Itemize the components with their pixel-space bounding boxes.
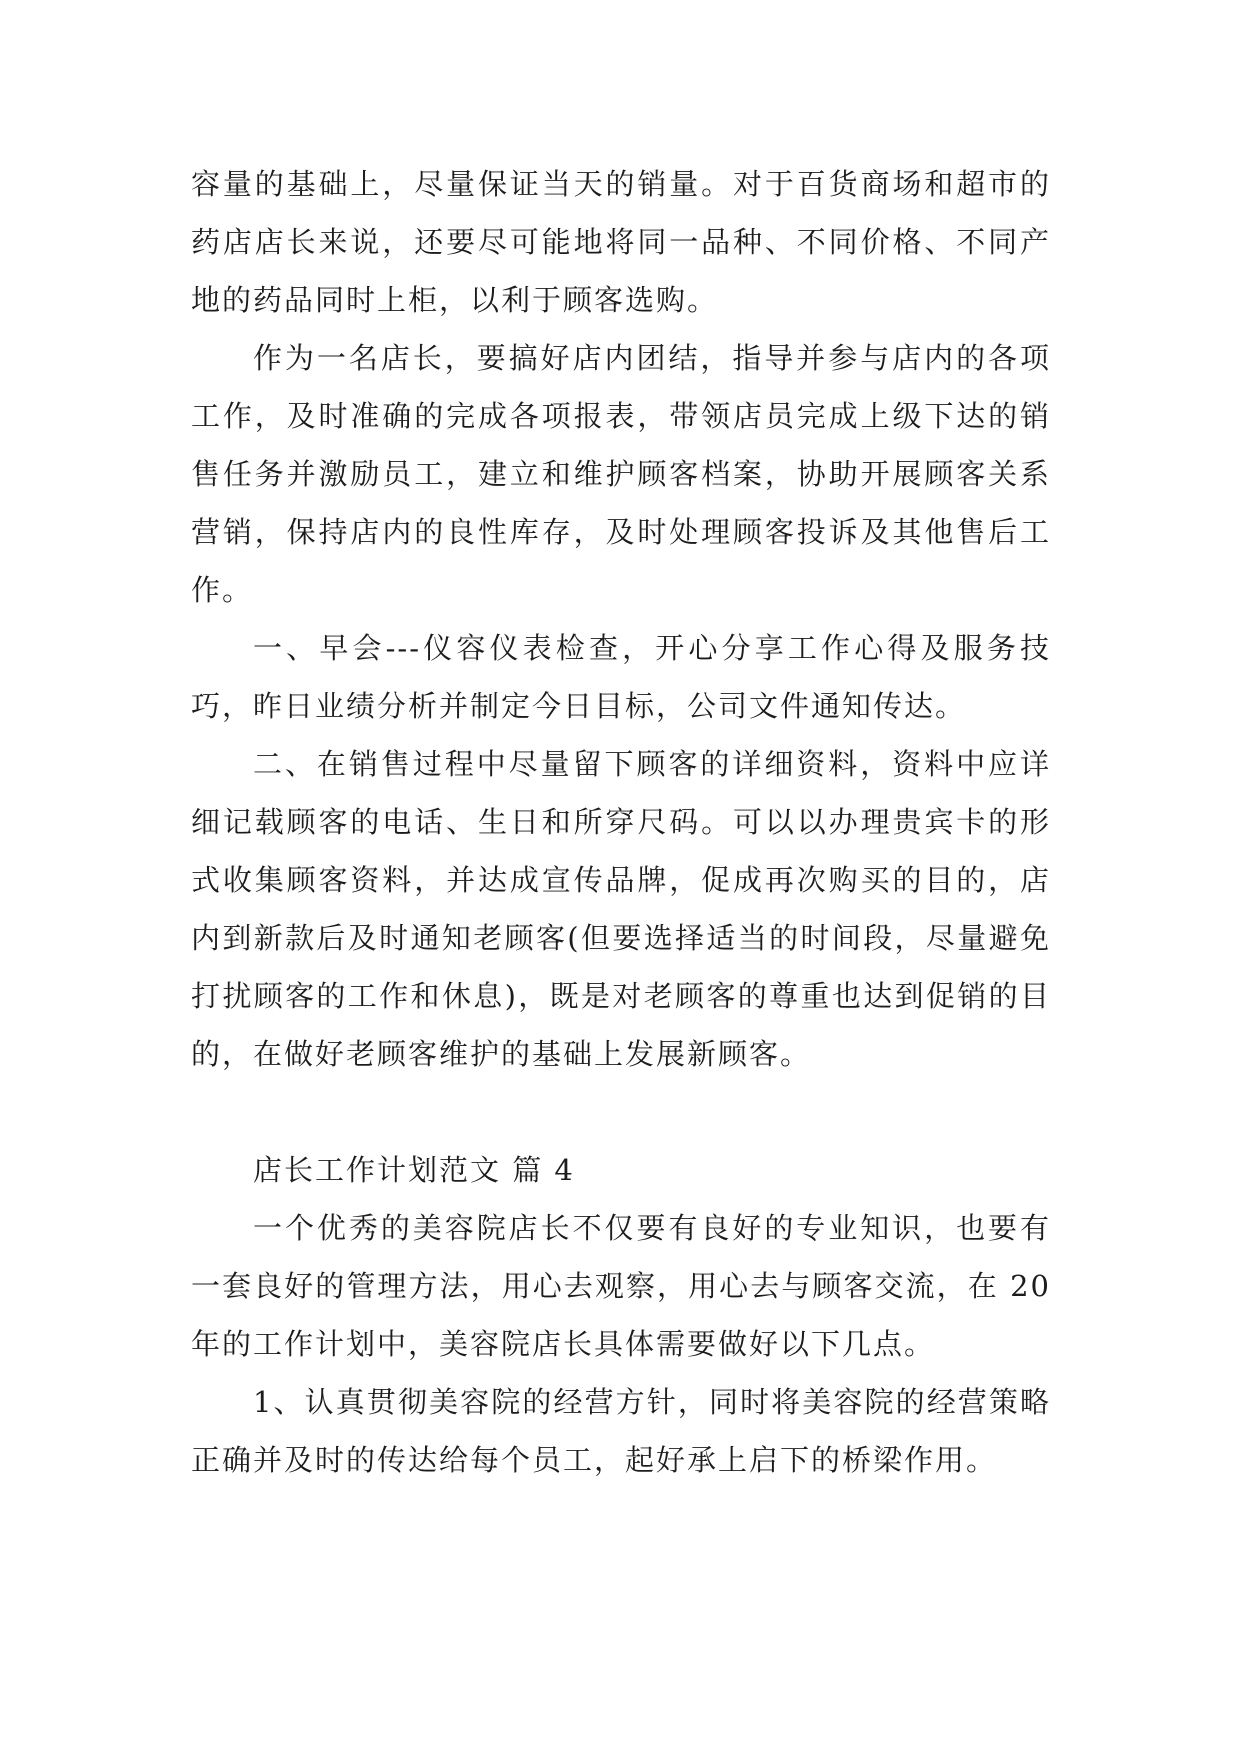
section-heading: 店长工作计划范文 篇 4	[253, 1153, 575, 1187]
paragraph-continuation: 容量的基础上，尽量保证当天的销量。对于百货商场和超市的药店店长来说，还要尽可能地将同一品种、不同价格、不同产地的药品同时上柜，以利于顾客选购。	[191, 167, 1051, 317]
paragraph-item-1: 1、认真贯彻美容院的经营方针，同时将美容院的经营策略正确并及时的传达给每个员工，起好承上启下的桥梁作用。	[191, 1385, 1051, 1477]
document-body	[191, 155, 1051, 1489]
paragraph-store-manager-duties: 作为一名店长，要搞好店内团结，指导并参与店内的各项工作，及时准确的完成各项报表，带领店员完成上级下达的销售任务并激励员工，建立和维护顾客档案，协助开展顾客关系营销，保持店内的良性库存，及时处理顾客投诉及其他售后工作。	[191, 341, 1051, 607]
paragraph-customer-records: 二、在销售过程中尽量留下顾客的详细资料，资料中应详细记载顾客的电话、生日和所穿尺码。可以以办理贵宾卡的形式收集顾客资料，并达成宣传品牌，促成再次购买的目的，店内到新款后及时通知老顾客(但要选择适当的时间段，尽量避免打扰顾客的工作和休息)，既是对老顾客的尊重也达到促销的目的，在做好老顾客维护的基础上发展新顾客。	[191, 747, 1051, 1071]
paragraph-morning-meeting: 一、早会---仪容仪表检查，开心分享工作心得及服务技巧，昨日业绩分析并制定今日目标，公司文件通知传达。	[191, 631, 1051, 723]
paragraph-beauty-salon-intro: 一个优秀的美容院店长不仅要有良好的专业知识，也要有一套良好的管理方法，用心去观察，用心去与顾客交流，在 20 年的工作计划中，美容院店长具体需要做好以下几点。	[191, 1211, 1051, 1361]
